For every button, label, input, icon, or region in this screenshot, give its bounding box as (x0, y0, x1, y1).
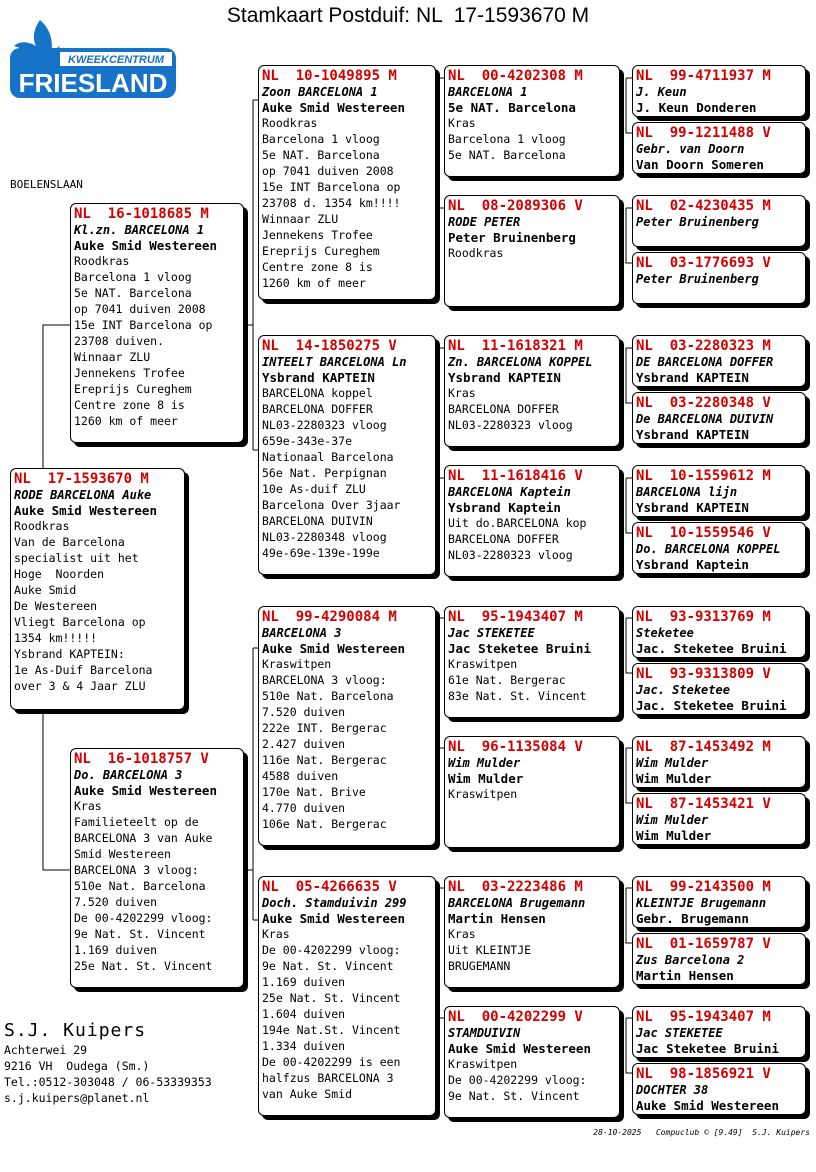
ring-number: NL 98-1856921 V (636, 1066, 771, 1082)
ring-number: NL 87-1453421 V (636, 796, 771, 812)
ring-number: NL 93-9313809 V (636, 666, 771, 682)
pigeon-card-mother[interactable] (70, 748, 244, 988)
owner-city: 9216 VH Oudega (Sm.) (4, 1059, 150, 1073)
pigeon-card-mff[interactable] (444, 606, 620, 718)
pigeon-name: BARCELONA lijn (636, 485, 738, 499)
pigeon-card-mfmm[interactable] (632, 793, 806, 845)
ring-number: NL 99-4290084 M (262, 609, 397, 625)
pigeon-card-mmff[interactable] (632, 876, 806, 928)
ring-number: NL 03-2280323 M (636, 338, 771, 354)
owner-address: Achterwei 29 (4, 1043, 88, 1057)
breeder-name: Jac Steketee Bruini (636, 1041, 779, 1056)
ring-number: NL 03-2280348 V (636, 395, 771, 411)
pigeon-card-fffm[interactable] (632, 122, 806, 174)
pigeon-name: Gebr. van Doorn (636, 142, 745, 156)
pigeon-name: RODE BARCELONA Auke (14, 488, 152, 502)
pigeon-name: Do. BARCELONA 3 (74, 768, 183, 782)
pigeon-info: Kraswitpen BARCELONA 3 vloog: 510e Nat. Barcelona 7.520 duiven 222e INT. Bergerac 2.427 duiven 116e Nat. Bergerac 4588 duiven 170e Nat. Brive 4.770 duiven 106e Nat. Bergerac (262, 657, 394, 831)
breeder-name: Ysbrand KAPTEIN (636, 427, 749, 442)
ring-number: NL 08-2089306 V (448, 198, 583, 214)
pigeon-name: Jac STEKETEE (636, 1026, 723, 1040)
pigeon-card-ffmf[interactable] (632, 195, 806, 247)
pigeon-card-mmf[interactable] (444, 876, 620, 988)
ring-number: NL 99-2143500 M (636, 879, 771, 895)
breeder-name: Auke Smid Westereen (74, 238, 217, 253)
pigeon-name: Jac. Steketee (636, 683, 730, 697)
breeder-name: Ysbrand KAPTEIN (448, 370, 561, 385)
pigeon-info: Kras Uit KLEINTJE BRUGEMANN (448, 927, 532, 973)
breeder-name: Ysbrand KAPTEIN (262, 370, 375, 385)
pigeon-name: Steketee (636, 626, 694, 640)
pigeon-card-fmf[interactable] (444, 335, 620, 447)
ring-number: NL 10-1049895 M (262, 68, 397, 84)
breeder-name: Gebr. Brugemann (636, 911, 749, 926)
breeder-name: Jac. Steketee Bruini (636, 698, 787, 713)
breeder-name: Peter Bruinenberg (448, 230, 576, 245)
pigeon-name: BARCELONA Brugemann (448, 896, 586, 910)
breeder-name: Ysbrand Kaptein (636, 557, 749, 572)
ring-number: NL 16-1018685 M (74, 206, 209, 222)
ring-number: NL 17-1593670 M (14, 471, 149, 487)
breeder-name: Auke Smid Westereen (74, 783, 217, 798)
pigeon-info: Roodkras Barcelona 1 vloog 5e NAT. Barcelona op 7041 duiven 2008 15e INT Barcelona op 23708 duiven. Winnaar ZLU Jennekens Trofee Ereprijs Cureghem Centre zone 8 is 1260 km of meer (74, 254, 213, 428)
pigeon-name: STAMDUIVIN (448, 1026, 521, 1040)
ring-number: NL 95-1943407 M (448, 609, 583, 625)
pigeon-name: Zus Barcelona 2 (636, 953, 745, 967)
breeder-name: Martin Hensen (448, 911, 546, 926)
pigeon-info: Uit do.BARCELONA kop BARCELONA DOFFER NL03-2280323 vloog (448, 516, 587, 562)
ring-number: NL 03-2223486 M (448, 879, 583, 895)
breeder-name: Ysbrand KAPTEIN (636, 370, 749, 385)
pigeon-card-fmfm[interactable] (632, 392, 806, 444)
breeder-name: Jac. Steketee Bruini (636, 641, 787, 656)
pigeon-card-ffm[interactable] (444, 195, 620, 307)
pigeon-card-ff[interactable] (258, 65, 436, 300)
pigeon-info: Roodkras (448, 246, 504, 260)
pigeon-name: J. Keun (636, 85, 687, 99)
pigeon-info: Kraswitpen 61e Nat. Bergerac 83e Nat. St. Vincent (448, 657, 587, 703)
pigeon-card-father[interactable] (70, 203, 244, 443)
footer-credits: 28-10-2025 Compuclub © [9.49] S.J. Kuipers (593, 1128, 810, 1137)
ring-number: NL 02-4230435 M (636, 198, 771, 214)
pigeon-name: DOCHTER 38 (636, 1083, 709, 1097)
pigeon-info: Kraswitpen (448, 787, 518, 801)
ring-number: NL 00-4202299 V (448, 1009, 583, 1025)
ring-number: NL 03-1776693 V (636, 255, 771, 271)
breeder-name: Auke Smid Westereen (448, 1041, 591, 1056)
pigeon-name: Zoon BARCELONA 1 (262, 85, 378, 99)
page-title: Stamkaart Postduif: NL 17-1593670 M (226, 4, 590, 27)
pigeon-info: Roodkras Van de Barcelona specialist uit het Hoge Noorden Auke Smid De Westereen Vliegt Barcelona op 1354 km!!!!! Ysbrand KAPTEIN: 1e As-Duif Barcelona over 3 & 4 Jaar ZLU (14, 519, 153, 693)
pigeon-card-fmmm[interactable] (632, 522, 806, 574)
pigeon-info: Kras Barcelona 1 vloog 5e NAT. Barcelona (448, 116, 566, 162)
breeder-name: 5e NAT. Barcelona (448, 100, 576, 115)
breeder-name: Van Doorn Someren (636, 157, 764, 172)
breeder-name: Wim Mulder (636, 828, 712, 843)
ring-number: NL 99-1211488 V (636, 125, 771, 141)
ring-number: NL 10-1559546 V (636, 525, 771, 541)
pigeon-name: Peter Bruinenberg (636, 272, 759, 286)
pigeon-card-mfmf[interactable] (632, 736, 806, 788)
pigeon-card-fm[interactable] (258, 335, 436, 575)
ring-number: NL 95-1943407 M (636, 1009, 771, 1025)
ring-number: NL 14-1850275 V (262, 338, 397, 354)
pigeon-name: Do. BARCELONA KOPPEL (636, 542, 781, 556)
pigeon-name: RODE PETER (448, 215, 521, 229)
ring-number: NL 16-1018757 V (74, 751, 209, 767)
pigeon-card-mmmf[interactable] (632, 1006, 806, 1058)
pigeon-name: Wim Mulder (636, 756, 709, 770)
pigeon-name: Wim Mulder (448, 756, 521, 770)
owner-block (4, 1020, 212, 1106)
pigeon-name: BARCELONA 3 (262, 626, 342, 640)
ring-number: NL 11-1618321 M (448, 338, 583, 354)
pigeon-card-mmm[interactable] (444, 1006, 620, 1118)
owner-name: S.J. Kuipers (4, 1020, 147, 1041)
ring-number: NL 11-1618416 V (448, 468, 583, 484)
pigeon-card-fmff[interactable] (632, 335, 806, 387)
pigeon-info: Roodkras Barcelona 1 vloog 5e NAT. Barcelona op 7041 duiven 2008 15e INT Barcelona op 23708 d. 1354 km!!!! Winnaar ZLU Jennekens Trofee Ereprijs Cureghem Centre zone 8 is 1260 km of meer (262, 116, 401, 290)
breeder-name: Auke Smid Westereen (14, 503, 157, 518)
pigeon-name: De BARCELONA DUIVIN (636, 412, 774, 426)
ring-number: NL 05-4266635 V (262, 879, 397, 895)
pigeon-name: Jac STEKETEE (448, 626, 535, 640)
ring-number: NL 10-1559612 M (636, 468, 771, 484)
pigeon-card-subject[interactable] (10, 468, 185, 710)
pigeon-info: Kraswitpen De 00-4202299 vloog: 9e Nat. St. Vincent (448, 1057, 587, 1103)
pigeon-card-ffff[interactable] (632, 65, 806, 117)
pigeon-name: BARCELONA Kaptein (448, 485, 571, 499)
pigeon-card-fmm[interactable] (444, 465, 620, 577)
logo-line2: FRIESLAND (18, 68, 168, 98)
pigeon-card-ffmm[interactable] (632, 252, 806, 304)
pigeon-name: Wim Mulder (636, 813, 709, 827)
ring-number: NL 01-1659787 V (636, 936, 771, 952)
loft-label: BOELENSLAAN (10, 178, 83, 191)
breeder-name: Wim Mulder (448, 771, 524, 786)
pigeon-card-fff[interactable] (444, 65, 620, 177)
pigeon-name: Zn. BARCELONA KOPPEL (448, 355, 593, 369)
breeder-name: Jac Steketee Bruini (448, 641, 591, 656)
pigeon-card-mf[interactable] (258, 606, 436, 846)
pigeon-name: Peter Bruinenberg (636, 215, 759, 229)
pigeon-card-mfm[interactable] (444, 736, 620, 848)
ring-number: NL 96-1135084 V (448, 739, 583, 755)
pigeon-info: Kras Familieteelt op de BARCELONA 3 van Auke Smid Westereen BARCELONA 3 vloog: 510e Nat. Barcelona 7.520 duiven De 00-4202299 vloog: 9e Nat. St. Vincent 1.169 duiven 25e Nat. St. Vincent (74, 799, 213, 973)
pigeon-info: Kras BARCELONA DOFFER NL03-2280323 vloog (448, 386, 573, 432)
pigeon-card-mmmm[interactable] (632, 1063, 806, 1115)
pigeon-card-mffm[interactable] (632, 663, 806, 715)
ring-number: NL 99-4711937 M (636, 68, 771, 84)
pigeon-info: BARCELONA koppel BARCELONA DOFFER NL03-2280323 vloog 659e-343e-37e Nationaal Barcelona 56e Nat. Perpignan 10e As-duif ZLU Barcelona Over 3jaar BARCELONA DUIVIN NL03-2280348 vloog 49e-69e-139e-199e (262, 386, 401, 560)
pigeon-name: BARCELONA 1 (448, 85, 528, 99)
breeder-name: J. Keun Donderen (636, 100, 757, 115)
breeder-name: Auke Smid Westereen (262, 641, 405, 656)
ring-number: NL 00-4202308 M (448, 68, 583, 84)
pigeon-info: Kras De 00-4202299 vloog: 9e Nat. St. Vincent 1.169 duiven 25e Nat. St. Vincent 1.604 duiven 194e Nat.St. Vincent 1.334 duiven De 00-4202299 is een halfzus BARCELONA 3 van Auke Smid (262, 927, 401, 1101)
breeder-name: Ysbrand Kaptein (448, 500, 561, 515)
breeder-name: Auke Smid Westereen (636, 1098, 779, 1113)
pigeon-name: INTEELT BARCELONA Ln (262, 355, 407, 369)
breeder-name: Auke Smid Westereen (262, 100, 405, 115)
breeder-name: Wim Mulder (636, 771, 712, 786)
ring-number: NL 93-9313769 M (636, 609, 771, 625)
pigeon-card-mfff[interactable] (632, 606, 806, 658)
pigeon-name: DE BARCELONA DOFFER (636, 355, 774, 369)
pigeon-card-mm[interactable] (258, 876, 436, 1116)
owner-email[interactable]: s.j.kuipers@planet.nl (4, 1091, 150, 1105)
pigeon-name: Doch. Stamduivin 299 (262, 896, 407, 910)
pigeon-card-fmmf[interactable] (632, 465, 806, 517)
pigeon-name: KLEINTJE Brugemann (636, 896, 767, 910)
logo-line1: KWEEKCENTRUM (68, 54, 164, 66)
owner-phone: Tel.:0512-303048 / 06-53339353 (4, 1075, 212, 1089)
breeder-name: Martin Hensen (636, 968, 734, 983)
pigeon-name: Kl.zn. BARCELONA 1 (74, 223, 205, 237)
breeder-name: Ysbrand KAPTEIN (636, 500, 749, 515)
ring-number: NL 87-1453492 M (636, 739, 771, 755)
pigeon-card-mmfm[interactable] (632, 933, 806, 985)
breeder-name: Auke Smid Westereen (262, 911, 405, 926)
